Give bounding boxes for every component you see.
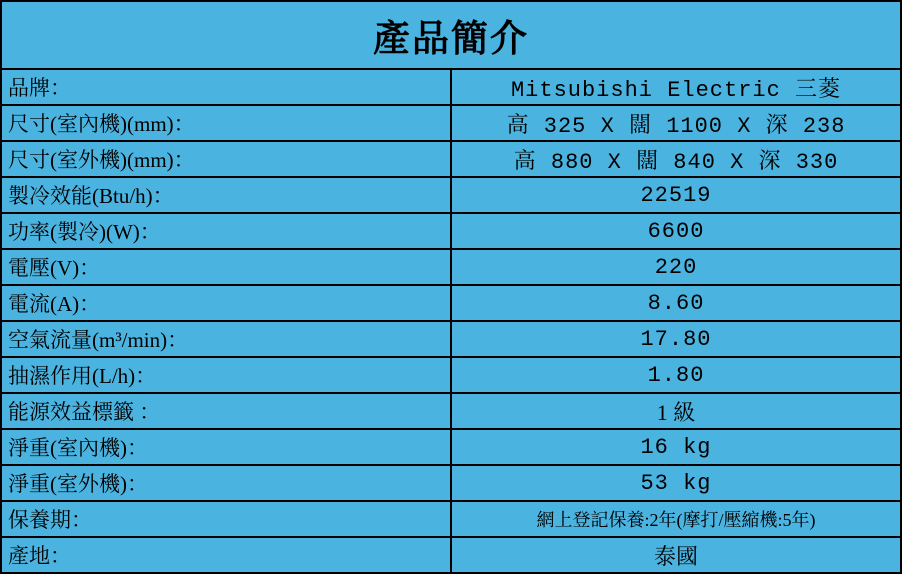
spec-label: 淨重(室內機)： xyxy=(1,429,451,465)
table-row xyxy=(1,393,901,429)
spec-label: 產地： xyxy=(1,537,451,573)
table-row xyxy=(1,537,901,573)
spec-label: 保養期： xyxy=(1,501,451,537)
table-row xyxy=(1,465,901,501)
spec-value: 220 xyxy=(451,249,901,285)
spec-value: 17.80 xyxy=(451,321,901,357)
spec-label: 空氣流量(m³/min)： xyxy=(1,321,451,357)
spec-label: 電流(A)： xyxy=(1,285,451,321)
spec-label: 電壓(V)： xyxy=(1,249,451,285)
spec-value: 1 級 xyxy=(451,393,901,429)
table-row xyxy=(1,249,901,285)
spec-value: 1.80 xyxy=(451,357,901,393)
spec-value: 高 325 X 闊 1100 X 深 238 xyxy=(451,105,901,141)
spec-value: 網上登記保養:2年(摩打/壓縮機:5年) xyxy=(451,501,901,537)
table-row xyxy=(1,357,901,393)
table-row xyxy=(1,321,901,357)
title-row xyxy=(1,1,901,69)
spec-value: 8.60 xyxy=(451,285,901,321)
spec-label: 製冷效能(Btu/h)： xyxy=(1,177,451,213)
table-row xyxy=(1,285,901,321)
table-row xyxy=(1,429,901,465)
spec-label: 功率(製冷)(W)： xyxy=(1,213,451,249)
spec-label: 尺寸(室內機)(mm)： xyxy=(1,105,451,141)
table-row xyxy=(1,177,901,213)
table-row xyxy=(1,141,901,177)
spec-value: 泰國 xyxy=(451,537,901,573)
spec-value: 53 kg xyxy=(451,465,901,501)
spec-value: 22519 xyxy=(451,177,901,213)
page-title: 產品簡介 xyxy=(1,1,901,69)
spec-value: 高 880 X 闊 840 X 深 330 xyxy=(451,141,901,177)
table-row xyxy=(1,501,901,537)
spec-label: 抽濕作用(L/h)： xyxy=(1,357,451,393)
spec-value: 6600 xyxy=(451,213,901,249)
table-row xyxy=(1,105,901,141)
table-row xyxy=(1,69,901,105)
spec-label: 尺寸(室外機)(mm)： xyxy=(1,141,451,177)
spec-value: Mitsubishi Electric 三菱 xyxy=(451,69,901,105)
table-row xyxy=(1,213,901,249)
spec-label: 淨重(室外機)： xyxy=(1,465,451,501)
spec-label: 能源效益標籤 ： xyxy=(1,393,451,429)
spec-label: 品牌： xyxy=(1,69,451,105)
spec-table-body xyxy=(1,1,901,573)
spec-value: 16 kg xyxy=(451,429,901,465)
